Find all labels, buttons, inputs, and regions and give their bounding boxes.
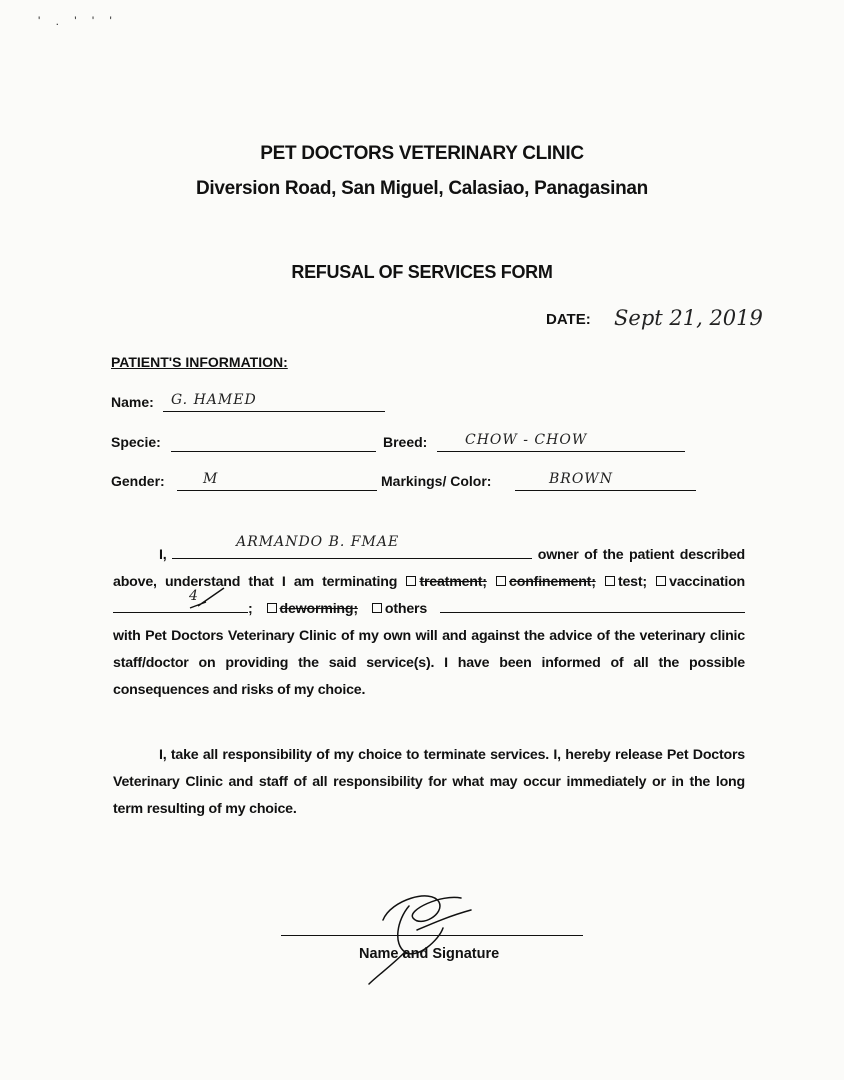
handwritten-signature	[321, 880, 521, 990]
breed-field	[383, 428, 688, 452]
treatment-checkbox[interactable]	[406, 576, 416, 586]
deworming-checkbox[interactable]	[267, 603, 277, 613]
confinement-checkbox[interactable]	[496, 576, 506, 586]
breed-value: CHOW - CHOW	[465, 432, 588, 448]
owner-name-value: ARMANDO B. FMAE	[236, 534, 400, 550]
markings-value: BROWN	[549, 471, 613, 487]
vaccination-option: vaccination	[669, 574, 746, 590]
statement-i: I,	[159, 547, 167, 563]
statement-paragraph-1	[113, 534, 746, 704]
clinic-name: PET DOCTORS VETERINARY CLINIC	[260, 143, 584, 164]
clinic-address: Diversion Road, San Miguel, Calasiao, Panagasinan	[196, 178, 648, 199]
scan-speck: ' . ' ' '	[38, 14, 118, 28]
handwritten-check-mark	[188, 582, 228, 612]
owner-text: owner of the patient described above, understand that I am terminating	[113, 547, 745, 590]
breed-label: Breed:	[383, 434, 428, 450]
owner-name-line	[172, 534, 532, 559]
test-option: test;	[617, 574, 647, 590]
deworming-option: deworming;	[279, 601, 358, 617]
markings-label: Markings/ Color:	[381, 473, 492, 489]
patient-info-heading: PATIENT'S INFORMATION:	[111, 354, 288, 370]
breed-line	[437, 451, 685, 452]
name-value: G. HAMED	[171, 392, 257, 408]
name-field	[111, 388, 386, 412]
gender-line	[177, 490, 377, 491]
signature-label: Name and Signature	[359, 946, 500, 962]
others-checkbox[interactable]	[372, 603, 382, 613]
statement-continuation: with Pet Doctors Veterinary Clinic of my own will and against the advice of the veterinary clinic staff/doctor on providing the said service(s). I have been informed of all the possible consequences and risks of my choice.	[113, 628, 745, 698]
others-line	[440, 596, 745, 613]
test-checkbox[interactable]	[605, 576, 615, 586]
signature-area	[281, 880, 591, 990]
vaccination-semicolon: ;	[248, 601, 253, 617]
gender-label: Gender:	[111, 473, 165, 489]
form-title: REFUSAL OF SERVICES FORM	[291, 262, 553, 282]
specie-line	[171, 451, 376, 452]
specie-field	[111, 428, 381, 452]
name-line	[163, 411, 385, 412]
statement-paragraph-2: I, take all responsibility of my choice to terminate services. I, hereby release Pet Doctors Veterinary Clinic and staff of all responsibility for what may occur immediately or in the long term resulting of my choice.	[113, 747, 745, 817]
date-label: DATE:	[546, 311, 591, 328]
date-row	[546, 306, 806, 346]
vaccination-checkbox[interactable]	[656, 576, 666, 586]
treatment-option: treatment;	[419, 574, 487, 590]
confinement-option: confinement;	[509, 574, 596, 590]
name-label: Name:	[111, 394, 154, 410]
specie-label: Specie:	[111, 434, 161, 450]
vaccination-value: 4	[189, 588, 199, 604]
gender-value: M	[203, 471, 219, 487]
markings-field	[381, 467, 699, 491]
gender-field	[111, 467, 381, 491]
markings-line	[515, 490, 696, 491]
date-value: Sept 21, 2019	[614, 306, 763, 330]
others-option: others	[384, 601, 428, 617]
